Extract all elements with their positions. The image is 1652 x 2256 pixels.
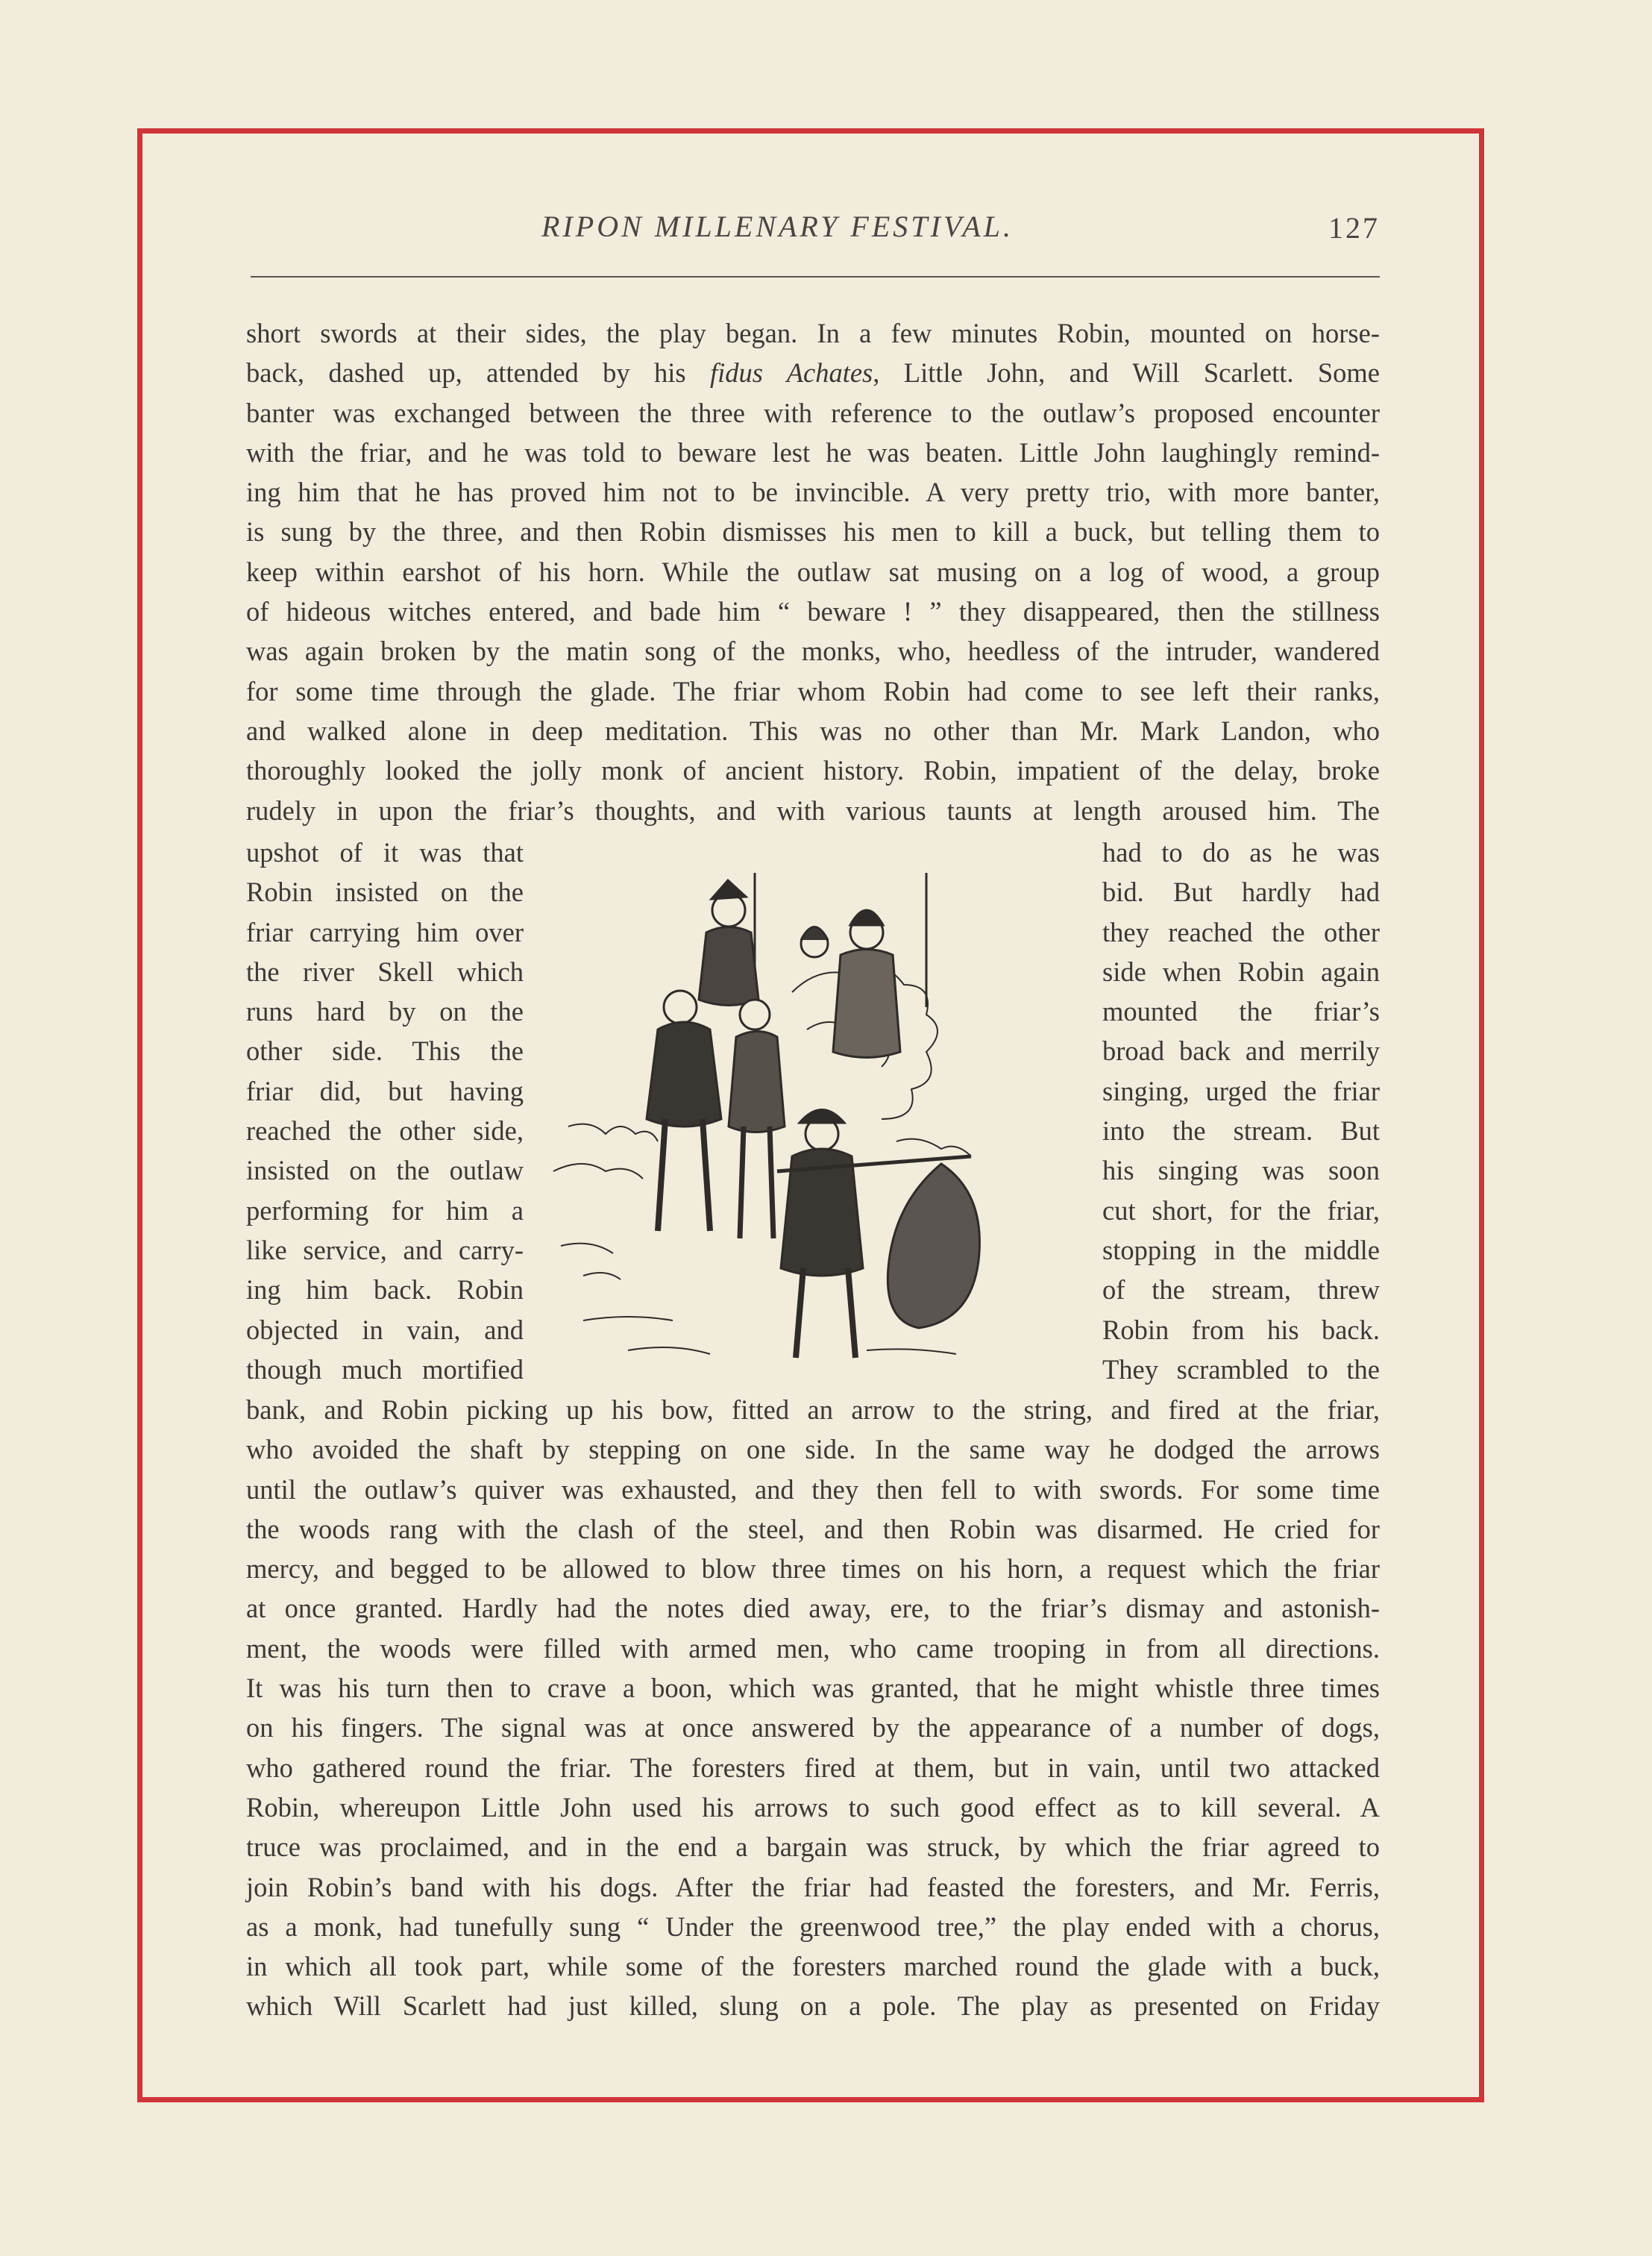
text-line: singing, urged the friar xyxy=(1102,1075,1380,1106)
text-line: runs hard by on the xyxy=(246,996,524,1027)
left-column-text xyxy=(246,833,524,1389)
text-line xyxy=(246,353,1380,392)
text-line: was again broken by the matin song of the monks, who, heedless of the intruder, wandered xyxy=(246,636,1380,667)
paragraph-top xyxy=(246,313,1380,830)
text-line: Robin from his back. xyxy=(1102,1314,1380,1345)
text-line: had to do as he was xyxy=(1102,837,1380,868)
text-line-rest: , Little John, and Will Scarlett. Some xyxy=(873,357,1380,389)
text-line: keep within earshot of his horn. While the outlaw sat musing on a log of wood, a group xyxy=(246,556,1380,587)
paragraph-bottom xyxy=(246,1390,1380,2026)
text-line: join Robin’s band with his dogs. After the friar had feasted the foresters, and Mr. Ferris, xyxy=(246,1871,1380,1902)
text-line: at once granted. Hardly had the notes died away, ere, to the friar’s dismay and astonish- xyxy=(246,1593,1380,1624)
robin-hood-illustration xyxy=(538,858,1083,1380)
text-line: bank, and Robin picking up his bow, fitted an arrow to the string, and fired at the friar, xyxy=(246,1394,1380,1425)
text-line: truce was proclaimed, and in the end a bargain was struck, by which the friar agreed to xyxy=(246,1832,1380,1863)
text-line: who gathered round the friar. The foresters fired at them, but in vain, until two attacked xyxy=(246,1752,1380,1783)
text-line: thoroughly looked the jolly monk of ancient history. Robin, impatient of the delay, broke xyxy=(246,755,1380,786)
text-line: cut short, for the friar, xyxy=(1102,1194,1380,1226)
text-line: like service, and carry- xyxy=(246,1234,524,1265)
text-line: ment, the woods were filled with armed men, who came trooping in from all directions. xyxy=(246,1632,1380,1664)
text-line: Robin insisted on the xyxy=(246,877,524,908)
italic-phrase: fidus Achates xyxy=(710,357,873,389)
text-line-start: back, dashed up, attended by his xyxy=(246,357,711,389)
text-line: who avoided the shaft by stepping on one side. In the same way he dodged the arrows xyxy=(246,1434,1380,1465)
text-line: of the stream, threw xyxy=(1102,1274,1380,1306)
running-title: RIPON MILLENARY FESTIVAL. xyxy=(541,210,1014,243)
text-line: with the friar, and he was told to beware lest he was beaten. Little John laughingly remind- xyxy=(246,436,1380,468)
text-line: It was his turn then to crave a boon, which was granted, that he might whistle three times xyxy=(246,1673,1380,1704)
text-line: which Will Scarlett had just killed, slung on a pole. The play as presented on Friday xyxy=(246,1990,1380,2022)
text-line: mercy, and begged to be allowed to blow three times on his horn, a request which the friar xyxy=(246,1553,1380,1585)
text-line: though much mortified xyxy=(246,1353,524,1385)
text-line: mounted the friar’s xyxy=(1102,996,1380,1027)
text-line: into the stream. But xyxy=(1102,1115,1380,1147)
text-line: other side. This the xyxy=(246,1035,524,1067)
text-line: ing him that he has proved him not to be invincible. A very pretty trio, with more banter, xyxy=(246,477,1380,508)
text-line: is sung by the three, and then Robin dismisses his men to kill a buck, but telling them to xyxy=(246,516,1380,548)
text-line: stopping in the middle xyxy=(1102,1234,1380,1265)
text-line: upshot of it was that xyxy=(246,837,524,868)
text-line: They scrambled to the xyxy=(1102,1353,1380,1385)
text-line: rudely in upon the friar’s thoughts, and with various taunts at length aroused him. The xyxy=(246,795,1380,826)
text-line: friar carrying him over xyxy=(246,916,524,947)
right-column-text xyxy=(1102,833,1380,1389)
text-line: ing him back. Robin xyxy=(246,1274,524,1306)
text-line: on his fingers. The signal was at once answered by the appearance of a number of dogs, xyxy=(246,1712,1380,1743)
text-line: objected in vain, and xyxy=(246,1314,524,1345)
text-line: of hideous witches entered, and bade him “ beware ! ” they disappeared, then the stillness xyxy=(246,596,1380,627)
text-line: side when Robin again xyxy=(1102,956,1380,987)
text-line: his singing was soon xyxy=(1102,1155,1380,1186)
text-line: banter was exchanged between the three with reference to the outlaw’s proposed encounter xyxy=(246,397,1380,428)
text-line: friar did, but having xyxy=(246,1075,524,1106)
running-head xyxy=(251,200,1380,260)
text-line: short swords at their sides, the play began. In a few minutes Robin, mounted on horse- xyxy=(246,318,1380,348)
text-line: bid. But hardly had xyxy=(1102,877,1380,908)
page-number: 127 xyxy=(1328,211,1380,245)
text-line: performing for him a xyxy=(246,1194,524,1226)
text-line: the woods rang with the clash of the steel, and then Robin was disarmed. He cried for xyxy=(246,1513,1380,1544)
text-line: until the outlaw’s quiver was exhausted, and they then fell to with swords. For some time xyxy=(246,1473,1380,1505)
text-line: they reached the other xyxy=(1102,916,1380,947)
text-line: insisted on the outlaw xyxy=(246,1155,524,1186)
text-line: as a monk, had tunefully sung “ Under the greenwood tree,” the play ended with a chorus, xyxy=(246,1911,1380,1942)
text-line: and walked alone in deep meditation. This was no other than Mr. Mark Landon, who xyxy=(246,715,1380,746)
text-line: broad back and merrily xyxy=(1102,1035,1380,1067)
text-line: in which all took part, while some of the foresters marched round the glade with a buck, xyxy=(246,1951,1380,1982)
text-line: for some time through the glade. The friar whom Robin had come to see left their ranks, xyxy=(246,675,1380,706)
header-rule xyxy=(251,276,1380,278)
text-line: the river Skell which xyxy=(246,956,524,987)
text-line: Robin, whereupon Little John used his arrows to such good effect as to kill several. A xyxy=(246,1791,1380,1823)
text-line: reached the other side, xyxy=(246,1115,524,1147)
